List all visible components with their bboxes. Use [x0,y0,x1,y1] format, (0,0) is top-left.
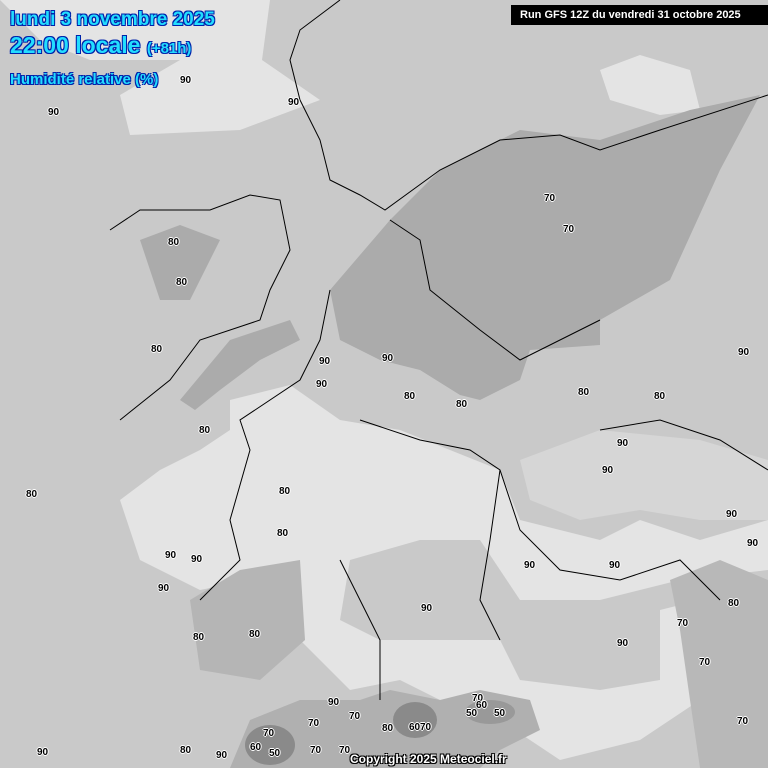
contour-label: 70 [737,716,749,727]
contour-label: 90 [328,697,340,708]
contour-label: 90 [319,356,331,367]
contour-label: 80 [728,598,740,609]
contour-label: 80 [404,391,416,402]
contour-label: 70 [677,618,689,629]
contour-label: 90 [726,509,738,520]
contour-label: 90 [617,638,629,649]
contour-label: 90 [747,538,759,549]
contour-label: 90 [316,379,328,390]
contour-label: 90 [288,97,300,108]
contour-label: 70 [699,657,711,668]
contour-label: 80 [26,489,38,500]
contour-label: 70 [563,224,575,235]
parameter-title: Humidité relative (%) [10,71,159,88]
copyright: Copyright 2025 Meteociel.fr [350,752,507,766]
contour-label: 70 [308,718,320,729]
lead-time: (+81h) [146,40,192,57]
contour-label: 90 [617,438,629,449]
contour-label: 60 [250,742,262,753]
contour-label: 80 [199,425,211,436]
contour-label: 70 [339,745,351,756]
contour-label: 90 [37,747,49,758]
contour-label: 90 [609,560,621,571]
contour-label: 90 [165,550,177,561]
contour-label: 90 [48,107,60,118]
contour-label: 80 [168,237,180,248]
contour-label: 90 [382,353,394,364]
local-time: 22:00 locale [10,32,141,58]
contour-label: 70 [263,728,275,739]
contour-label: 90 [158,583,170,594]
contour-label: 50 [466,708,478,719]
contour-label: 80 [382,723,394,734]
contour-label: 70 [349,711,361,722]
contour-label: 90 [524,560,536,571]
contour-label: 80 [180,745,192,756]
run-info-banner: Run GFS 12Z du vendredi 31 octobre 2025 [511,5,768,25]
contour-label: 60 [476,700,488,711]
contour-label: 80 [151,344,163,355]
contour-label: 60 [409,722,421,733]
forecast-time [10,32,191,59]
contour-label: 80 [193,632,205,643]
forecast-date: lundi 3 novembre 2025 [10,9,215,30]
contour-label: 90 [180,75,192,86]
contour-label: 50 [494,708,506,719]
contour-label: 90 [602,465,614,476]
contour-label: 90 [216,750,228,761]
contour-label: 80 [654,391,666,402]
contour-label: 50 [269,748,281,759]
contour-label: 80 [578,387,590,398]
contour-label: 80 [277,528,289,539]
contour-label: 70 [544,193,556,204]
contour-label: 90 [191,554,203,565]
contour-label: 70 [310,745,322,756]
contour-label: 80 [456,399,468,410]
contour-label: 90 [738,347,750,358]
contour-label: 90 [421,603,433,614]
contour-label: 80 [176,277,188,288]
contour-label: 70 [420,722,432,733]
contour-label: 80 [249,629,261,640]
contour-label: 70 [472,693,484,704]
contour-label: 80 [279,486,291,497]
